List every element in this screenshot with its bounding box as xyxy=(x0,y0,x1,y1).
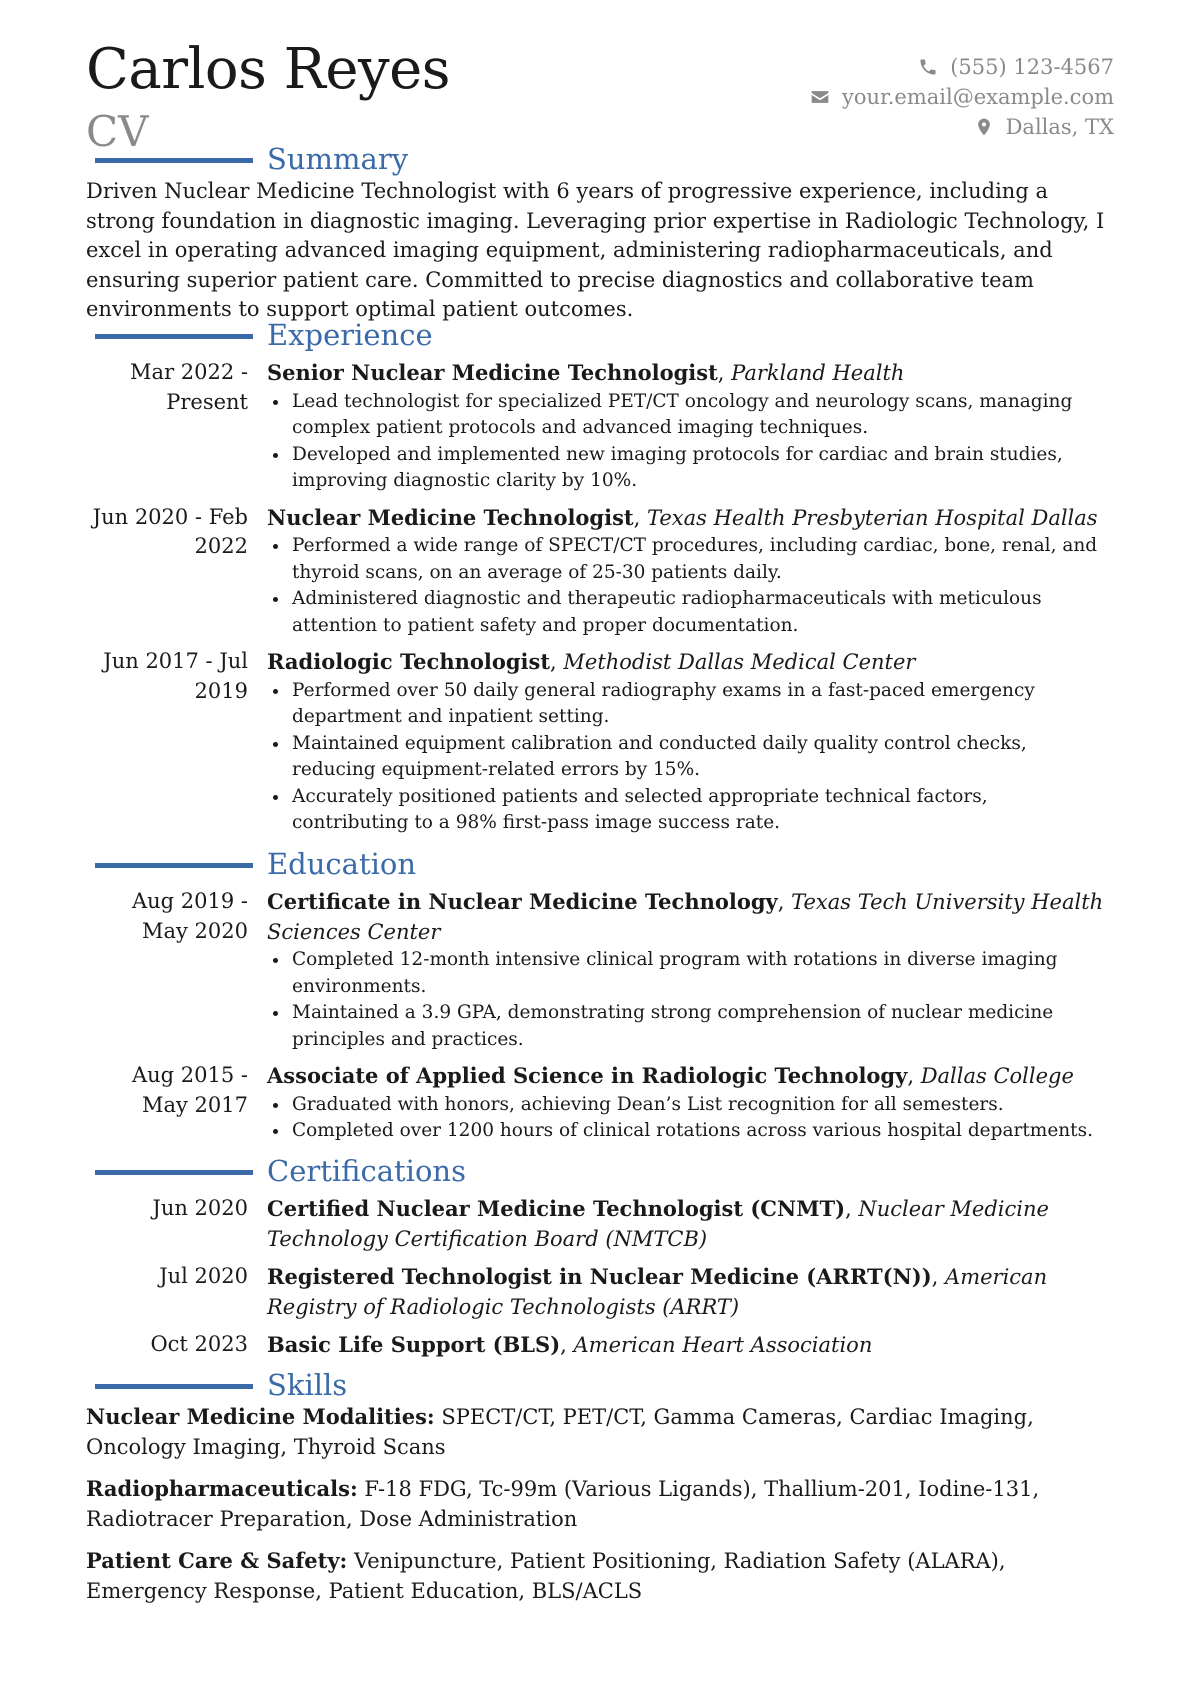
section-heading xyxy=(0,1368,1190,1402)
skill-label: Radiopharmaceuticals: xyxy=(86,1476,358,1501)
entry-date: Jul 2020 xyxy=(159,1264,248,1288)
entry-org: Parkland Health xyxy=(731,361,905,385)
entry-date: Aug 2019 - May 2020 xyxy=(131,889,248,943)
section-heading xyxy=(0,318,1190,352)
section-title-certifications: Certifications xyxy=(267,1154,466,1188)
experience-list xyxy=(0,358,1190,837)
bullet-item: Accurately positioned patients and selected appropriate technical factors, contributing to a 98% first-pass image success rate. xyxy=(267,784,1107,837)
bullet-item: Lead technologist for specialized PET/CT oncology and neurology scans, managing complex patient protocols and advanced imaging techniques. xyxy=(267,389,1107,442)
bullet-item: Developed and implemented new imaging protocols for cardiac and brain studies, improving diagnostic clarity by 10%. xyxy=(267,442,1107,495)
education-entry xyxy=(0,1061,1190,1145)
experience-section xyxy=(0,318,1190,837)
phone-text[interactable]: (555) 123-4567 xyxy=(950,55,1114,79)
section-accent-bar xyxy=(95,334,253,339)
contact-block xyxy=(810,52,1114,142)
bullet-dot-icon xyxy=(273,742,278,747)
entry-org: Nuclear Medicine Technology Certification Board (NMTCB) xyxy=(267,1197,1049,1251)
entry-date: Jun 2020 - Feb 2022 xyxy=(92,504,248,558)
skill-group xyxy=(86,1546,1116,1606)
entry-role: Basic Life Support (BLS) xyxy=(267,1332,561,1357)
bullet-item: Maintained equipment calibration and conducted daily quality control checks, reducing equipment-related errors by 15%. xyxy=(267,731,1107,784)
entry-heading: Radiologic Technologist, Methodist Dallas Medical Center xyxy=(267,649,916,674)
entry-org: Dallas College xyxy=(920,1064,1074,1088)
section-heading xyxy=(0,1154,1190,1188)
entry-bullets xyxy=(267,947,1107,1053)
entry-date: Mar 2022 - Present xyxy=(130,360,248,414)
entry-heading: Registered Technologist in Nuclear Medicine (ARRT(N)), American Registry of Radiologic Technologists (ARRT) xyxy=(267,1264,1048,1319)
bullet-dot-icon xyxy=(273,795,278,800)
bullet-dot-icon xyxy=(273,689,278,694)
entry-bullets xyxy=(267,1092,1107,1145)
bullet-dot-icon xyxy=(273,1011,278,1016)
entry-role: Certificate in Nuclear Medicine Technology xyxy=(267,889,778,914)
bullet-dot-icon xyxy=(273,453,278,458)
skills-list xyxy=(0,1402,1190,1606)
bullet-dot-icon xyxy=(273,544,278,549)
bullet-dot-icon xyxy=(273,958,278,963)
skill-label: Patient Care & Safety: xyxy=(86,1548,348,1573)
summary-section xyxy=(0,142,1190,321)
bullet-dot-icon xyxy=(273,1103,278,1108)
certifications-list xyxy=(0,1194,1190,1361)
section-title-experience: Experience xyxy=(267,318,433,352)
map-marker-icon xyxy=(974,117,994,137)
education-section xyxy=(0,847,1190,1145)
contact-phone xyxy=(810,52,1114,82)
person-name: Carlos Reyes xyxy=(86,37,450,102)
section-accent-bar xyxy=(95,1170,253,1175)
entry-role: Associate of Applied Science in Radiologic Technology xyxy=(267,1063,908,1088)
skill-group xyxy=(86,1474,1116,1534)
bullet-item: Graduated with honors, achieving Dean’s List recognition for all semesters. xyxy=(267,1092,1107,1119)
entry-org: American Registry of Radiologic Technologists (ARRT) xyxy=(267,1265,1048,1319)
experience-entry xyxy=(0,503,1190,640)
entry-role: Nuclear Medicine Technologist xyxy=(267,504,634,530)
bullet-item: Completed over 1200 hours of clinical rotations across various hospital departments. xyxy=(267,1118,1107,1145)
bullet-dot-icon xyxy=(273,1129,278,1134)
bullet-item: Performed a wide range of SPECT/CT procedures, including cardiac, bone, renal, and thyroid scans, on an average of 25-30 patients daily. xyxy=(267,533,1107,586)
entry-date: Jun 2017 - Jul 2019 xyxy=(103,649,248,703)
section-accent-bar xyxy=(95,863,253,868)
entry-heading: Nuclear Medicine Technologist, Texas Health Presbyterian Hospital Dallas xyxy=(267,504,1098,530)
entry-org: Texas Tech University Health Sciences Center xyxy=(267,890,1104,944)
email-text[interactable]: your.email@example.com xyxy=(841,85,1114,109)
education-entry xyxy=(0,887,1190,1053)
entry-role: Certified Nuclear Medicine Technologist (CNMT) xyxy=(267,1196,846,1221)
entry-heading: Basic Life Support (BLS), American Heart Association xyxy=(267,1332,873,1357)
skill-label: Nuclear Medicine Modalities: xyxy=(86,1404,435,1429)
section-heading xyxy=(0,142,1190,176)
envelope-icon xyxy=(810,87,830,107)
section-accent-bar xyxy=(95,158,253,163)
section-title-skills: Skills xyxy=(267,1368,348,1402)
bullet-item: Performed over 50 daily general radiography exams in a fast-paced emergency department and inpatient setting. xyxy=(267,678,1107,731)
section-title-summary: Summary xyxy=(267,142,409,176)
certification-entry xyxy=(0,1194,1190,1254)
bullet-item: Administered diagnostic and therapeutic radiopharmaceuticals with meticulous attention to patient safety and proper documentation. xyxy=(267,586,1107,639)
entry-heading: Associate of Applied Science in Radiologic Technology, Dallas College xyxy=(267,1063,1074,1088)
contact-location xyxy=(810,112,1114,142)
entry-role: Registered Technologist in Nuclear Medicine (ARRT(N)) xyxy=(267,1264,932,1289)
bullet-item: Maintained a 3.9 GPA, demonstrating strong comprehension of nuclear medicine principles and practices. xyxy=(267,1000,1107,1053)
skill-values: Venipuncture, Patient Positioning, Radiation Safety (ALARA), Emergency Response, Patient Education, BLS/ACLS xyxy=(86,1549,1006,1603)
entry-date: Aug 2015 - May 2017 xyxy=(131,1063,248,1117)
section-heading xyxy=(0,847,1190,881)
entry-heading: Certified Nuclear Medicine Technologist (CNMT), Nuclear Medicine Technology Certification Board (NMTCB) xyxy=(267,1196,1049,1251)
entry-org: Texas Health Presbyterian Hospital Dallas xyxy=(646,505,1098,530)
certification-entry xyxy=(0,1330,1190,1361)
entry-date: Oct 2023 xyxy=(150,1332,248,1356)
bullet-item: Completed 12-month intensive clinical program with rotations in diverse imaging environments. xyxy=(267,947,1107,1000)
entry-bullets xyxy=(267,389,1107,495)
entry-heading: Senior Nuclear Medicine Technologist, Parkland Health xyxy=(267,360,905,385)
experience-entry xyxy=(0,358,1190,495)
entry-date: Jun 2020 xyxy=(152,1196,248,1220)
certification-entry xyxy=(0,1262,1190,1322)
experience-entry xyxy=(0,647,1190,837)
certifications-section xyxy=(0,1154,1190,1361)
bullet-dot-icon xyxy=(273,400,278,405)
document-subtitle: CV xyxy=(86,107,149,156)
entry-bullets xyxy=(267,533,1107,639)
skill-group xyxy=(86,1402,1116,1462)
entry-role: Senior Nuclear Medicine Technologist xyxy=(267,360,718,385)
skills-section xyxy=(0,1368,1190,1618)
contact-email xyxy=(810,82,1114,112)
entry-heading: Certificate in Nuclear Medicine Technology, Texas Tech University Health Sciences Center xyxy=(267,889,1104,944)
skill-values: SPECT/CT, PET/CT, Gamma Cameras, Cardiac Imaging, Oncology Imaging, Thyroid Scans xyxy=(86,1405,1034,1459)
location-text: Dallas, TX xyxy=(1005,115,1114,139)
entry-org: Methodist Dallas Medical Center xyxy=(563,650,916,674)
skill-values: F-18 FDG, Tc-99m (Various Ligands), Thallium-201, Iodine-131, Radiotracer Preparation, Dose Administration xyxy=(86,1477,1040,1531)
summary-text: Driven Nuclear Medicine Technologist with 6 years of progressive experience, including a strong foundation in diagnostic imaging. Leveraging prior expertise in Radiologic Technology, I excel in operating advanced imaging equipment, administering radiopharmaceuticals, and ensuring superior patient care. Committed to precise diagnostics and collaborative team environments to support optimal patient outcomes. xyxy=(86,179,1105,321)
entry-role: Radiologic Technologist xyxy=(267,649,551,674)
education-list xyxy=(0,887,1190,1145)
section-accent-bar xyxy=(95,1384,253,1389)
bullet-dot-icon xyxy=(273,597,278,602)
entry-bullets xyxy=(267,678,1107,837)
section-title-education: Education xyxy=(267,847,417,881)
phone-icon xyxy=(918,57,938,77)
entry-org: American Heart Association xyxy=(573,1333,873,1357)
